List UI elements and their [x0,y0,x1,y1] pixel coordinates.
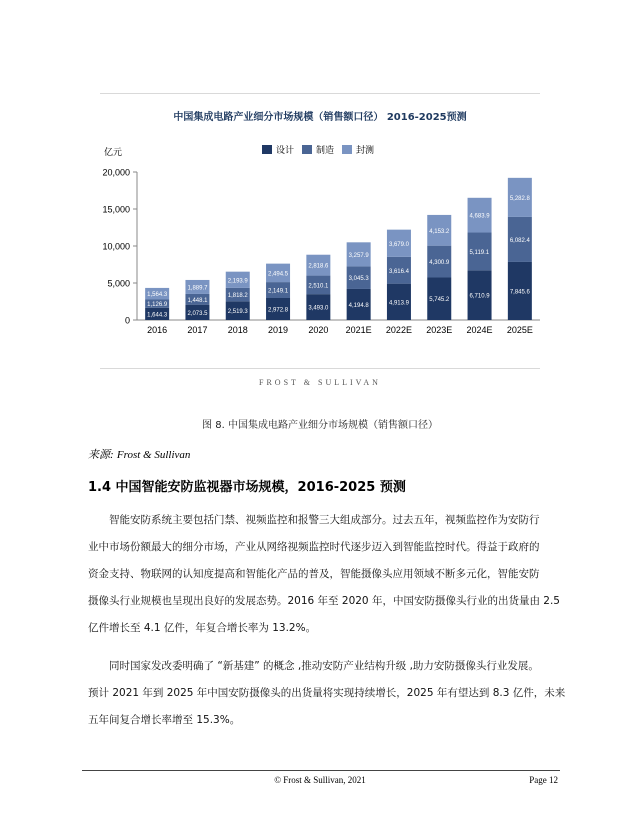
data-label: 5,282.8 [509,195,530,202]
x-tick-label: 2025E [506,325,533,335]
x-tick-label: 2021E [345,325,372,335]
x-tick-label: 2017 [187,325,208,335]
y-axis-label: 亿元 [104,147,123,157]
source-label: 来源: [88,449,114,461]
footer-copyright: © Frost & Sullivan, 2021 [274,775,366,785]
data-label: 3,679.0 [388,241,409,248]
data-label: 2,073.5 [187,310,208,317]
paragraph-1 [88,507,562,642]
data-label: 2,818.6 [308,263,329,270]
x-tick-label: 2024E [466,325,493,335]
y-tick-label: 5,000 [107,278,130,289]
data-label: 4,194.8 [348,302,369,309]
data-label: 3,045.3 [348,276,369,283]
legend-label-3: 封测 [356,145,375,155]
data-label: 5,119.1 [469,249,490,256]
data-label: 3,257.9 [348,252,369,259]
data-label: 4,683.9 [469,213,490,220]
paragraph-2 [88,653,566,734]
data-label: 1,564.3 [147,292,168,299]
data-label: 1,126.9 [147,302,168,309]
y-tick-label: 0 [124,315,130,326]
paragraph-line: 五年间复合增长率增至 15.3%。 [88,714,241,726]
data-label: 2,494.5 [268,271,289,278]
data-label: 6,710.9 [469,293,490,300]
x-tick-label: 2023E [426,325,453,335]
chart-title: 中国集成电路产业细分市场规模（销售额口径） 2016-2025预测 [173,112,467,123]
paragraph-line: 资金支持、物联网的认知度提高和智能化产品的普及，智能摄像头应用领域不断多元化，智能安防 [88,568,540,580]
legend-swatch-2 [302,145,312,154]
data-label: 5,745.2 [429,297,450,304]
data-label: 3,616.4 [388,268,409,275]
chart-bottom-rule [100,368,540,369]
legend-label-1: 设计 [276,145,295,155]
section-heading: 1.4 中国智能安防监视器市场规模，2016-2025 预测 [88,480,406,495]
data-label: 4,153.2 [429,228,450,235]
x-tick-label: 2020 [308,325,329,335]
paragraph-line: 亿件增长至 4.1 亿件，年复合增长率为 13.2%。 [88,622,317,634]
data-label: 4,913.9 [388,300,409,307]
x-tick-label: 2022E [385,325,412,335]
data-label: 2,510.1 [308,283,329,290]
data-label: 2,519.3 [227,309,248,316]
data-label: 2,972.8 [268,307,289,314]
stacked-bar-chart [0,0,640,360]
data-label: 7,845.6 [509,289,530,296]
footer-page-number: Page 12 [529,775,558,785]
paragraph-line: 摄像头行业规模也呈现出良好的发展态势。2016 年至 2020 年，中国安防摄像头行业的出货量由 2.5 [88,595,560,607]
legend-swatch-3 [342,145,352,154]
legend-swatch-1 [262,145,272,154]
footer-rule [82,770,560,771]
data-label: 6,082.4 [509,237,530,244]
brand-logo: FROST & SULLIVAN [259,378,381,387]
source-line [88,446,190,462]
data-label: 1,448.1 [187,297,208,304]
data-label: 3,493.0 [308,305,329,312]
source-value: Frost & Sullivan [116,449,191,461]
y-tick-label: 15,000 [102,204,130,215]
legend-label-2: 制造 [316,145,335,155]
x-tick-label: 2019 [268,325,289,335]
figure-caption: 图 8. 中国集成电路产业细分市场规模（销售额口径） [202,420,438,431]
paragraph-line: 智能安防系统主要包括门禁、视频监控和报警三大组成部分。过去五年，视频监控作为安防行 [109,514,540,526]
x-tick-label: 2018 [227,325,248,335]
data-label: 2,193.9 [227,278,248,285]
paragraph-line: 业中市场份额最大的细分市场，产业从网络视频监控时代逐步迈入到智能监控时代。得益于政府的 [88,541,540,553]
data-label: 1,889.7 [187,285,208,292]
data-label: 4,300.9 [429,260,450,267]
data-label: 2,149.1 [268,288,289,295]
data-label: 1,644.3 [147,312,168,319]
y-tick-label: 20,000 [102,167,130,178]
x-tick-label: 2016 [147,325,168,335]
paragraph-line: 预计 2021 年到 2025 年中国安防摄像头的出货量将实现持续增长，2025 年有望达到 8.3 亿件，未来 [88,687,566,699]
paragraph-line: 同时国家发改委明确了 “新基建” 的概念 ,推动安防产业结构升级 ,助力安防摄像头行业发展。 [109,660,539,672]
y-tick-label: 10,000 [102,241,130,252]
data-label: 1,818.2 [227,293,248,300]
